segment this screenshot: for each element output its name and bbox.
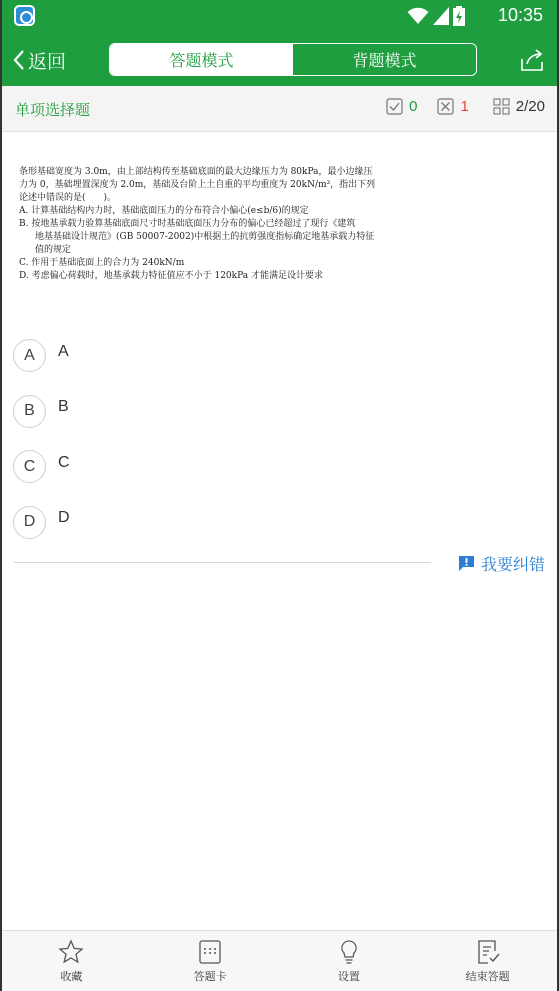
question-option-line: 地基基础设计规范》(GB 50007-2002)中根据土的抗剪强度指标确定地基承载力特征 bbox=[35, 232, 375, 242]
back-label: 返回 bbox=[28, 50, 67, 73]
wifi-icon bbox=[407, 7, 429, 25]
question-option-line: D. 考虑偏心荷载时，地基承载力特征值应不小于 120kPa 才能满足设计要求 bbox=[19, 271, 323, 281]
status-icons bbox=[407, 6, 465, 26]
answer-options bbox=[13, 328, 553, 550]
answer-text: A bbox=[58, 342, 69, 360]
status-bar bbox=[2, 0, 557, 33]
answer-text: D bbox=[58, 509, 70, 527]
answer-text: C bbox=[58, 453, 70, 471]
question-info-bar bbox=[2, 86, 557, 132]
answer-card-button[interactable] bbox=[141, 931, 280, 991]
answer-option-a[interactable] bbox=[13, 328, 553, 384]
battery-charging-icon bbox=[453, 6, 465, 26]
bottom-toolbar bbox=[2, 930, 557, 991]
question-option-line: C. 作用于基础底面上的合力为 240kN/m bbox=[19, 258, 185, 268]
cross-box-icon bbox=[437, 98, 454, 115]
question-option-line: B. 按地基承载力验算基础底面尺寸时基础底面压力分布的偏心已经超过了现行《建筑 bbox=[19, 219, 356, 229]
favorite-button[interactable] bbox=[2, 931, 141, 991]
tab-answer-mode[interactable]: 答题模式 bbox=[110, 44, 293, 75]
check-box-icon bbox=[386, 98, 403, 115]
question-type: 单项选择题 bbox=[15, 101, 91, 119]
signal-icon bbox=[433, 7, 449, 25]
status-time: 10:35 bbox=[497, 5, 543, 25]
finish-label: 结束答题 bbox=[465, 970, 510, 983]
divider bbox=[14, 562, 431, 563]
favorite-label: 收藏 bbox=[60, 970, 83, 983]
question-option-line: A. 计算基础结构内力时，基础底面压力的分布符合小偏心(e≤b/6)的规定 bbox=[19, 206, 309, 216]
lightbulb-icon bbox=[336, 939, 362, 965]
star-icon bbox=[58, 939, 84, 965]
answer-stats bbox=[386, 98, 545, 115]
report-error-button[interactable] bbox=[458, 552, 545, 575]
finish-button[interactable] bbox=[418, 931, 557, 991]
finish-icon bbox=[475, 939, 501, 965]
answer-text: B bbox=[58, 398, 69, 416]
question-progress: 2/20 bbox=[515, 98, 545, 115]
tab-review-mode[interactable]: 背题模式 bbox=[293, 44, 476, 75]
question-option-line: 值的规定 bbox=[35, 245, 72, 255]
mode-switch bbox=[109, 43, 477, 76]
answer-option-c[interactable] bbox=[13, 439, 553, 495]
answer-card-label: 答题卡 bbox=[193, 970, 227, 983]
app-icon bbox=[14, 5, 35, 26]
answer-letter: A bbox=[13, 339, 46, 372]
answer-option-d[interactable] bbox=[13, 495, 553, 551]
share-icon[interactable] bbox=[519, 47, 545, 73]
settings-button[interactable] bbox=[280, 931, 419, 991]
report-error-label: 我要纠错 bbox=[480, 555, 545, 574]
correct-count: 0 bbox=[409, 98, 418, 115]
back-button[interactable] bbox=[12, 45, 66, 75]
feedback-icon bbox=[458, 555, 475, 572]
answer-letter: D bbox=[13, 506, 46, 539]
question-content bbox=[19, 166, 419, 283]
header bbox=[2, 33, 557, 86]
wrong-count: 1 bbox=[460, 98, 469, 115]
answer-card-icon bbox=[197, 939, 223, 965]
chevron-left-icon bbox=[12, 49, 26, 71]
answer-letter: B bbox=[13, 395, 46, 428]
question-stem-line: 条形基础宽度为 3.0m，由上部结构传至基础底面的最大边缘压力为 80kPa，最小边缘压 bbox=[19, 167, 373, 177]
question-stem-line: 论述中错误的是( )。 bbox=[19, 193, 117, 203]
settings-label: 设置 bbox=[337, 970, 360, 983]
answer-option-b[interactable] bbox=[13, 384, 553, 440]
question-stem-line: 力为 0，基础埋置深度为 2.0m，基础及台阶上土自重的平均重度为 20kN/m³，指出下列 bbox=[19, 180, 376, 190]
grid-icon[interactable] bbox=[493, 98, 510, 115]
answer-letter: C bbox=[13, 450, 46, 483]
